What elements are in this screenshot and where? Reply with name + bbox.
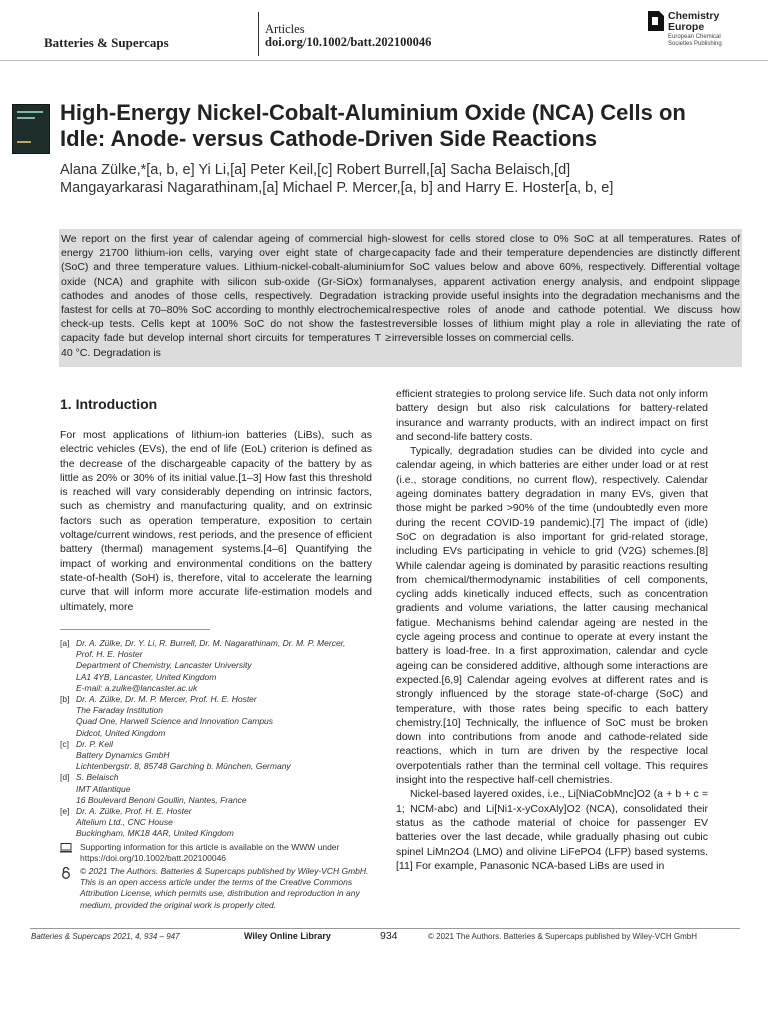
abstract-column-2: slowest for cells stored close to 0% SoC at all temperatures. Rates of capacity fade and their temperature dependencies are distinctly different for SoC values below and above 60%, respectively. Differential voltage analyses, apparent activation energy analysis, and endpoint slippage tracking provide useful insights into the degradation mechanisms and the respective roles of anode and cathode potential. We discuss how reversible losses of lithium might play a role in alleviating the rate of irreversible losses on commercial cells. xyxy=(392,233,740,345)
license-note: © 2021 The Authors. Batteries & Supercaps published by Wiley-VCH GmbH. This is an open access article under the terms of the Creative Commons Attribution License, which permits use, distribution and reproduction in any medium, provided the original work is properly cited. xyxy=(60,866,380,911)
intro-left-column: For most applications of lithium-ion batteries (LiBs), such as electric vehicles (EVs), the end of life (EoL) criterion is defined as the decrease of the dischargeable capacity of the battery by as little as 20% or 30% of its initial value.[1–3] How fast this threshold is reached will vary considerably depending on intrinsic factors, such as chemistry and manufacturing quality, and on extrinsic factors such as operation temperature, exposition to certain voltage/current windows, rest periods, and the presence of efficient battery (thermal) management systems.[4–6] Quantifying the impact of working and environmental conditions on the battery state-of-health (SoH) is, therefore, vital to accelerate the learning curve that will inform more accurate life-estimation models and ultimately, more xyxy=(60,429,372,613)
footer-citation: Batteries & Supercaps 2021, 4, 934 – 947 xyxy=(31,932,180,941)
footnote-rule xyxy=(60,629,210,630)
header-rule xyxy=(0,60,768,61)
intro-paragraph: efficient strategies to prolong service life. Such data not only inform battery design but also risk calculations for battery-related insurance and warranty products, with an indirect impact on first and second-life battery costs. xyxy=(396,388,708,443)
affiliation-a: [a] Dr. A. Zülke, Dr. Y. Li, R. Burrell, Dr. M. Nagarathinam, Dr. M. P. Mercer, Prof. H. E. Hoster Department of Chemistry, Lancaster University LA1 4YB, Lancaster, United Kingdom E-mail: a.zulke@lancaster.ac.uk xyxy=(60,638,346,693)
affiliation-footnotes xyxy=(60,638,380,911)
journal-name: Batteries & Supercaps xyxy=(44,35,169,50)
open-access-icon xyxy=(60,867,72,879)
abstract-box xyxy=(59,229,742,367)
affiliation-e: [e] Dr. A. Zülke, Prof. H. E. Hoster Altelium Ltd., CNC House Buckingham, MK18 4AR, United Kingdom xyxy=(60,806,234,839)
wiley-online-library-link[interactable]: Wiley Online Library xyxy=(244,931,331,941)
affiliation-d: [d] S. Belaisch IMT Atlantique 16 Boulevard Benoni Goullin, Nantes, France xyxy=(60,772,247,805)
publisher-logo-icon xyxy=(648,11,664,31)
computer-icon xyxy=(60,843,72,853)
page-number: 934 xyxy=(380,930,398,942)
intro-paragraph: Typically, degradation studies can be divided into cycle and calendar ageing, in which batteries are either under load or at rest (i.e., storage conditions, no current flow), respectively. Calendar ageing dominates battery degradation in many EVs, given that those might be parked >90% of the time (undoubtedly even more during the recent COVID-19 pandemic).[7] The impact of (idle) SoC on degradation is also important for grid-related storage, including EVs participating in vehicle to grid (V2G) schemes.[8] While calendar ageing is dominated by parasitic reactions resulting from chemical/thermodynamic instabilities of cell components, cycling adds kinetically induced effects, such as concentration gradients and volume variations, the latter causing mechanical fatigue. Mechanisms behind calendar ageing are nested in the cycle ageing process and continue to operate at every instant the battery is load-free. In a first approximation, calendar and cycle ageing can be considered additive, although some interactions are expected.[6,9] Calendar ageing evolves at different rates and is strongly influenced by the storage state-of-charge (SoC) and temperature, with those rates being specific to each battery chemistry.[10] Technically, the influence of SoC must be broken down into contributions from anode and cathode-related side reactions, which in turn are driven by the respective local overpotentials rather than the terminal cell voltage. This requires insight into the respective half-cell chemistries. xyxy=(396,445,708,787)
section-heading: 1. Introduction xyxy=(60,396,158,412)
affiliation-c: [c] Dr. P. Keil Battery Dynamics GmbH Lichtenbergstr. 8, 85748 Garching b. München, Germany xyxy=(60,738,291,772)
supporting-info[interactable]: Supporting information for this article is available on the WWW under https://doi.org/10.1002/batt.202100046 xyxy=(60,842,380,864)
doi-link[interactable]: doi.org/10.1002/batt.202100046 xyxy=(265,35,432,49)
footer-rule xyxy=(30,928,740,929)
article-section: Articles xyxy=(265,22,305,36)
article-title: High-Energy Nickel-Cobalt-Aluminium Oxide (NCA) Cells on Idle: Anode- versus Cathode-Driven Side Reactions xyxy=(60,100,686,151)
journal-cover-icon[interactable] xyxy=(12,104,50,154)
affiliation-b: [b] Dr. A. Zülke, Dr. M. P. Mercer, Prof. H. E. Hoster The Faraday Institution Quad One, Harwell Science and Innovation Campus Didcot, United Kingdom xyxy=(60,694,274,738)
abstract-column-1: We report on the first year of calendar ageing of commercial high-energy 21700 lithium-ion cells, varying over eight state of charge (SoC) and three temperature values. Lithium-nickel-cobalt-aluminium oxide (NCA) and graphite with silicon sub-oxide (Gr-SiOx) form cathodes and anodes of those cells, respectively. Degradation is fastest for cells at 70–80% SoC according to monthly electrochemical check-up tests. Cells kept at 100% SoC do not show the fastest capacity fade but develop internal short circuits for temperatures T ≥ 40 °C. Degradation is xyxy=(61,233,391,359)
author-list-line-2: Mangayarkarasi Nagarathinam,[a] Michael P. Mercer,[a, b] and Harry E. Hoster[a, b, e] xyxy=(60,180,614,196)
intro-right-column xyxy=(396,387,708,873)
header-divider xyxy=(258,12,259,56)
intro-paragraph: Nickel-based layered oxides, i.e., Li[NiaCobMnc]O2 (a + b + c = 1; NCM-abc) and Li[Ni1-x-yCoxAly]O2 (NCA), consolidated their status as the cathode material of choice for passenger EV batteries over the last decade, while gradually phasing out cubic spinel LiMn2O4 (LMO) and olivine LiFePO4 (LFP) based systems.[11] For example, Panasonic NCA-based LiBs are used in xyxy=(396,788,708,872)
footer-copyright: © 2021 The Authors. Batteries & Supercaps published by Wiley-VCH GmbH xyxy=(428,932,697,941)
author-list-line-1: Alana Zülke,*[a, b, e] Yi Li,[a] Peter Keil,[c] Robert Burrell,[a] Sacha Belaisch,[d] xyxy=(60,162,571,178)
publisher-name: Chemistry Europe xyxy=(668,10,720,33)
publisher-subtitle: European Chemical Societies Publishing xyxy=(668,34,722,47)
